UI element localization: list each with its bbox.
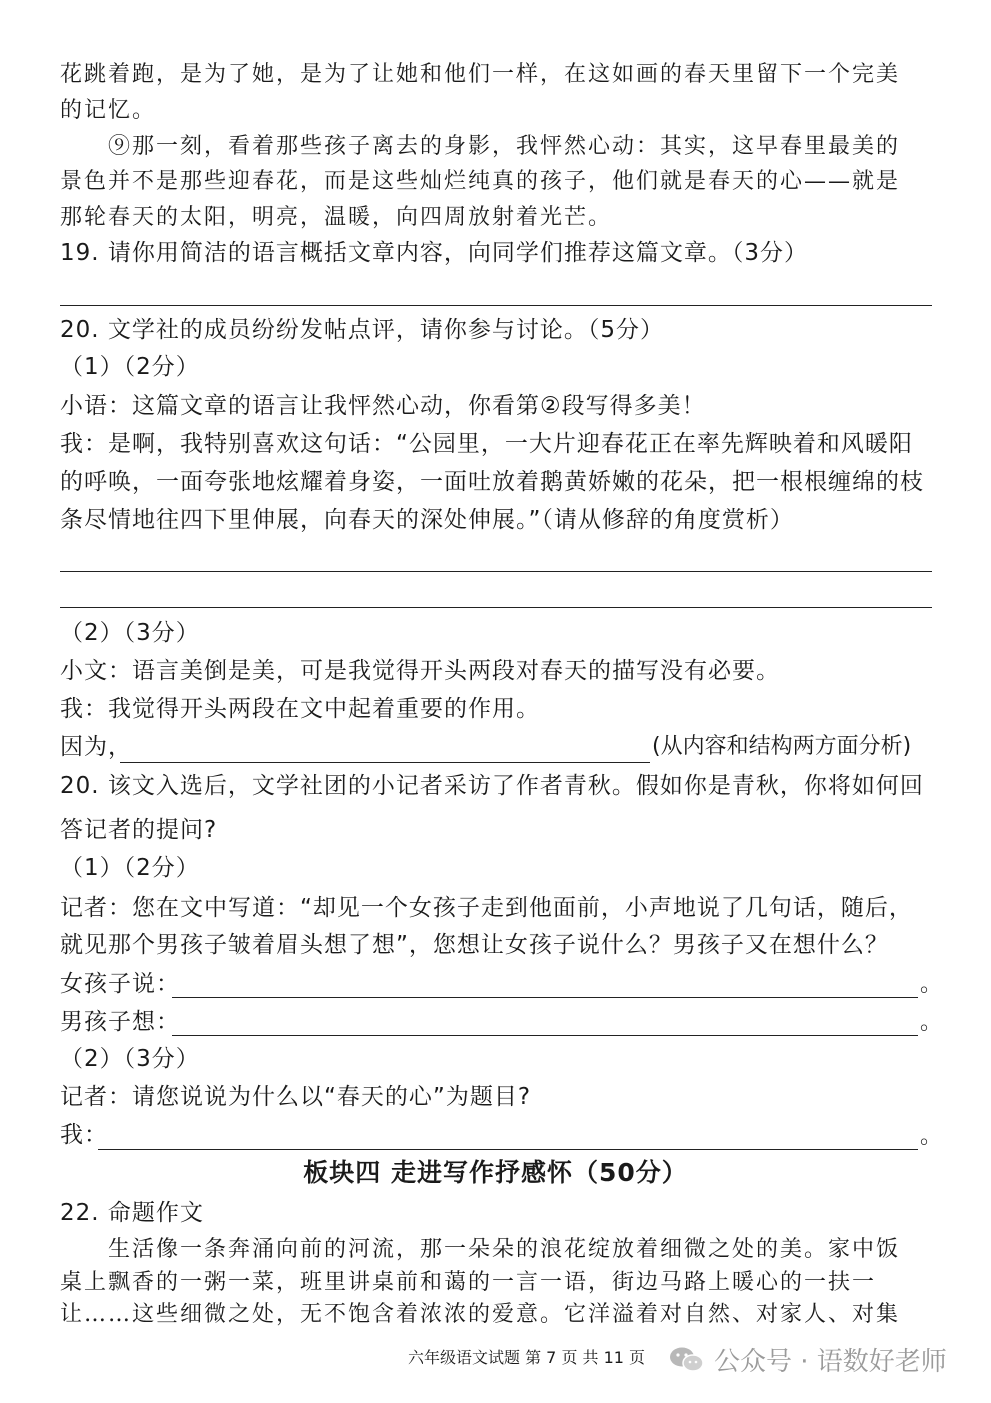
boy-label: 男孩子想： bbox=[60, 1009, 180, 1035]
passage-line: 花跳着跑，是为了她，是为了让她和他们一样，在这如画的春天里留下一个完美 bbox=[60, 62, 901, 87]
hint-text: (从内容和结构两方面分析) bbox=[652, 734, 912, 759]
answer-blank[interactable] bbox=[98, 1149, 918, 1150]
dialogue-line: 记者：您在文中写道：“却见一个女孩子走到他面前，小声地说了几句话，随后， bbox=[60, 895, 913, 921]
dialogue-line: 我：是啊，我特别喜欢这句话：“公园里，一大片迎春花正在率先辉映着和风暖阳 bbox=[60, 431, 913, 457]
question-21-title: 答记者的提问? bbox=[60, 817, 218, 843]
part-label: （1）（2分） bbox=[60, 855, 200, 881]
answer-blank[interactable] bbox=[172, 1035, 918, 1036]
question-19: 19. 请你用简洁的语言概括文章内容，向同学们推荐这篇文章。（3分） bbox=[60, 240, 809, 266]
dialogue-line: 记者：请您说说为什么以“春天的心”为题目? bbox=[60, 1084, 532, 1110]
watermark-text: 公众号 · 语数好老师 bbox=[714, 1346, 947, 1377]
passage-line: 那轮春天的太阳，明亮，温暖，向四周放射着光芒。 bbox=[60, 205, 613, 230]
because-label: 因为， bbox=[60, 734, 132, 760]
passage-line: 景色并不是那些迎春花，而是这些灿烂纯真的孩子，他们就是春天的心——就是 bbox=[60, 169, 901, 194]
passage-line: 的记忆。 bbox=[60, 98, 157, 123]
answer-line[interactable] bbox=[60, 571, 932, 572]
question-22-title: 22. 命题作文 bbox=[60, 1200, 204, 1226]
period: 。 bbox=[920, 1010, 943, 1035]
answer-blank[interactable] bbox=[172, 997, 918, 998]
part-label: （2）（3分） bbox=[60, 1046, 200, 1072]
period: 。 bbox=[920, 972, 943, 997]
dialogue-line: 我：我觉得开头两段在文中起着重要的作用。 bbox=[60, 696, 540, 722]
part-label: （2）（3分） bbox=[60, 620, 200, 646]
passage-line: ⑨那一刻，看着那些孩子离去的身影，我怦然心动：其实，这早春里最美的 bbox=[108, 134, 901, 159]
question-20-title: 20. 文学社的成员纷纷发帖点评，请你参与讨论。（5分） bbox=[60, 317, 665, 343]
wechat-icon bbox=[668, 1346, 706, 1372]
prompt-line: 生活像一条奔涌向前的河流，那一朵朵的浪花绽放着细微之处的美。家中饭 bbox=[108, 1237, 901, 1262]
dialogue-line: 小文：语言美倒是美，可是我觉得开头两段对春天的描写没有必要。 bbox=[60, 658, 780, 684]
watermark bbox=[668, 1342, 947, 1376]
section-heading: 板块四 走进写作抒感怀（50分） bbox=[303, 1158, 688, 1187]
answer-line[interactable] bbox=[60, 607, 932, 608]
question-21-title: 20. 该文入选后，文学社团的小记者采访了作者青秋。假如你是青秋，你将如何回 bbox=[60, 773, 924, 799]
page-footer: 六年级语文试题 第 7 页 共 11 页 bbox=[408, 1348, 646, 1367]
dialogue-line: 条尽情地往四下里伸展，向春天的深处伸展。”（请从修辞的角度赏析） bbox=[60, 507, 794, 533]
period: 。 bbox=[920, 1124, 943, 1149]
prompt-line: 桌上飘香的一粥一菜，班里讲桌前和蔼的一言一语，街边马路上暖心的一扶一 bbox=[60, 1270, 877, 1295]
answer-blank[interactable] bbox=[120, 762, 650, 763]
girl-label: 女孩子说： bbox=[60, 971, 180, 997]
me-label: 我： bbox=[60, 1122, 108, 1148]
dialogue-line: 的呼唤，一面夸张地炫耀着身姿，一面吐放着鹅黄娇嫩的花朵，把一根根缠绵的枝 bbox=[60, 469, 924, 495]
part-label: （1）（2分） bbox=[60, 354, 200, 380]
dialogue-line: 小语：这篇文章的语言让我怦然心动，你看第②段写得多美！ bbox=[60, 393, 706, 419]
answer-line[interactable] bbox=[60, 305, 932, 306]
prompt-line: 让……这些细微之处，无不饱含着浓浓的爱意。它洋溢着对自然、对家人、对集 bbox=[60, 1302, 901, 1327]
dialogue-line: 就见那个男孩子皱着眉头想了想”，您想让女孩子说什么？男孩子又在想什么？ bbox=[60, 932, 889, 958]
